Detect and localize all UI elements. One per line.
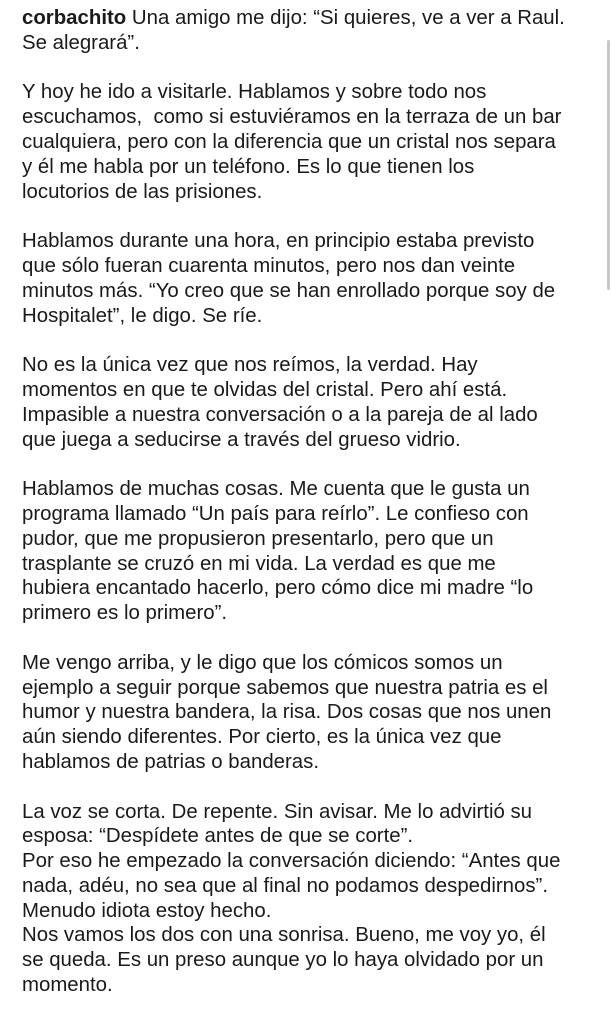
- caption-paragraph-3: [22, 229, 610, 328]
- caption-line: Impasible a nuestra conversación o a la pareja de al lado: [22, 403, 538, 426]
- caption-line: que juega a seducirse a través del grueso vidrio.: [22, 428, 461, 451]
- caption-line: Hablamos de muchas cosas. Me cuenta que le gusta un: [22, 478, 530, 501]
- caption-line: nada, adéu, no sea que al final no podamos despedirnos”.: [22, 874, 549, 897]
- caption-line: La voz se corta. De repente. Sin avisar. Me lo advirtió su: [22, 800, 533, 823]
- caption-line: Por eso he empezado la conversación diciendo: “Antes que: [22, 850, 561, 873]
- caption-paragraph-8: [22, 849, 610, 923]
- caption-line: humor y nuestra bandera, la risa. Dos cosas que nos unen: [22, 701, 552, 724]
- caption-line: momento.: [22, 974, 113, 997]
- caption-line: aún siendo diferentes. Por cierto, es la única vez que: [22, 726, 502, 749]
- caption-line: trasplante se cruzó en mi vida. La verdad es que me: [22, 552, 496, 575]
- caption-line: Hablamos durante una hora, en principio estaba previsto: [22, 230, 535, 253]
- caption-line: minutos más. “Yo creo que se han enrollado porque soy de: [22, 279, 556, 302]
- caption-line: locutorios de las prisiones.: [22, 180, 263, 203]
- caption-line: escuchamos, como si estuviéramos en la terraza de un bar: [22, 106, 562, 129]
- caption-paragraph-7: [22, 800, 610, 850]
- caption-paragraph-6: [22, 651, 610, 775]
- caption-line: pudor, que me propusieron presentarlo, pero que un: [22, 527, 494, 550]
- caption-line: hablamos de patrias o banderas.: [22, 750, 319, 773]
- caption-line: hubiera encantado hacerlo, pero cómo dice mi madre “lo: [22, 577, 534, 600]
- caption-paragraph-5: [22, 477, 610, 626]
- scroll-indicator[interactable]: [607, 40, 610, 290]
- caption-paragraph-9: [22, 923, 610, 997]
- caption-paragraph-1: [22, 6, 610, 56]
- caption-line: cualquiera, pero con la diferencia que un cristal nos separa: [22, 130, 556, 153]
- caption-line: que sólo fueran cuarenta minutos, pero nos dan veinte: [22, 254, 516, 277]
- caption-line: Menudo idiota estoy hecho.: [22, 899, 272, 922]
- caption-line: ejemplo a seguir porque sabemos que nuestra patria es el: [22, 676, 548, 699]
- caption-line: se queda. Es un preso aunque yo lo haya olvidado por un: [22, 949, 544, 972]
- caption-line: y él me habla por un teléfono. Es lo que tienen los: [22, 155, 475, 178]
- caption-line: No es la única vez que nos reímos, la verdad. Hay: [22, 354, 478, 377]
- post-caption: [22, 6, 610, 998]
- caption-line: Me vengo arriba, y le digo que los cómicos somos un: [22, 651, 503, 674]
- username-link[interactable]: corbachito: [22, 7, 127, 29]
- caption-line: Una amigo me dijo: “Si quieres, ve a ver a Raul.: [131, 7, 565, 29]
- caption-paragraph-4: [22, 353, 610, 452]
- caption-line: programa llamado “Un país para reírlo”. Le confieso con: [22, 502, 529, 525]
- caption-line: Y hoy he ido a visitarle. Hablamos y sobre todo nos: [22, 81, 487, 104]
- caption-line: Hospitalet”, le digo. Se ríe.: [22, 304, 263, 327]
- caption-line: Se alegrará”.: [22, 31, 140, 54]
- caption-line: primero es lo primero”.: [22, 602, 228, 625]
- caption-line: Nos vamos los dos con una sonrisa. Bueno, me voy yo, él: [22, 924, 546, 947]
- caption-paragraph-2: [22, 80, 610, 204]
- caption-line: esposa: “Despídete antes de que se corte”.: [22, 825, 414, 848]
- caption-line: momentos en que te olvidas del cristal. Pero ahí está.: [22, 378, 508, 401]
